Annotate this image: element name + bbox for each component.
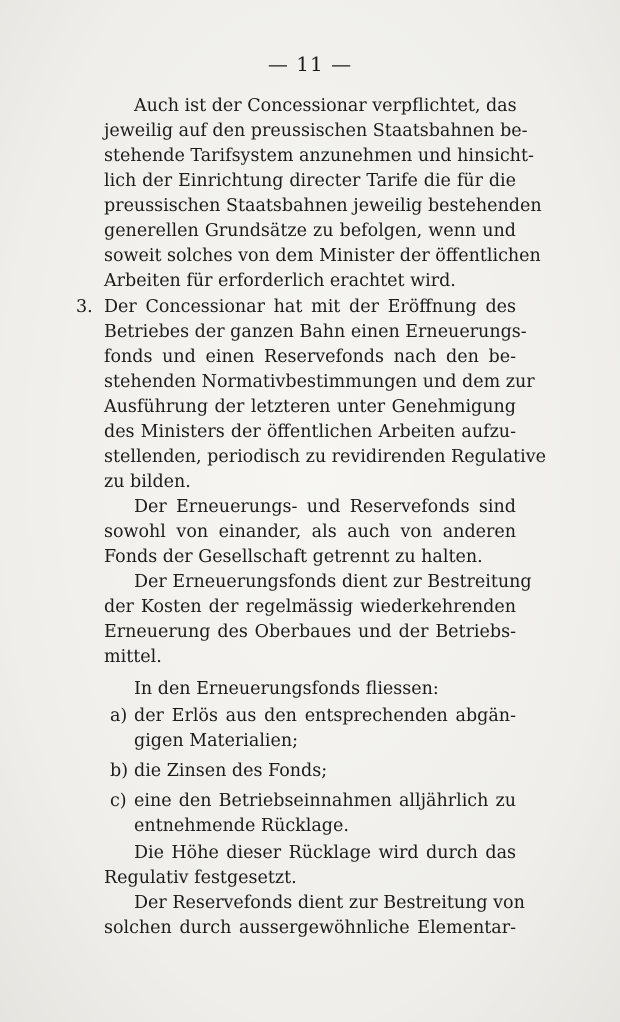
text-line: der Erlös aus den entsprechenden abgän- [134, 706, 516, 726]
text-line: stehenden Normativbestimmungen und dem zur [104, 372, 535, 392]
page-number: — 11 — [267, 52, 353, 76]
text-line: Ausführung der letzteren unter Genehmigung [104, 397, 516, 417]
text-line: Arbeiten für erforderlich erachtet wird. [104, 271, 456, 291]
text-line: preussischen Staatsbahnen jeweilig bestehenden [104, 196, 542, 216]
text-line: die Zinsen des Fonds; [134, 761, 328, 781]
text-line: fonds und einen Reservefonds nach den be- [104, 347, 516, 367]
text-line: eine den Betriebseinnahmen alljährlich zu [134, 791, 516, 811]
text-line: Der Erneuerungs- und Reservefonds sind [134, 497, 516, 517]
list-marker: b) [110, 761, 129, 781]
text-line: sowohl von einander, als auch von anderen [104, 522, 516, 542]
text-line: gigen Materialien; [134, 731, 299, 751]
text-line: generellen Grundsätze zu befolgen, wenn und [104, 221, 516, 241]
text-line: Fonds der Gesellschaft getrennt zu halten. [104, 547, 483, 567]
text-line: mittel. [104, 647, 162, 667]
text-line: Regulativ festgesetzt. [104, 868, 297, 888]
list-marker: c) [110, 791, 127, 811]
text-line: stellenden, periodisch zu revidirenden Regulative [104, 447, 546, 467]
list-marker: a) [110, 706, 128, 726]
text-line: solchen durch aussergewöhnliche Elementar- [104, 918, 516, 938]
text-line: Betriebes der ganzen Bahn einen Erneuerungs- [104, 322, 527, 342]
text-line: Der Concessionar hat mit der Eröffnung des [104, 297, 516, 317]
text-line: soweit solches von dem Minister der öffentlichen [104, 246, 541, 266]
text-line: Erneuerung des Oberbaues und der Betriebs- [104, 622, 516, 642]
text-line: In den Erneuerungsfonds fliessen: [134, 679, 439, 699]
text-line: Auch ist der Concessionar verpflichtet, das [134, 96, 517, 116]
text-line: lich der Einrichtung directer Tarife die für die [104, 171, 516, 191]
text-line: Der Reservefonds dient zur Bestreitung von [134, 893, 525, 913]
text-line: entnehmende Rücklage. [134, 816, 349, 836]
text-line: des Ministers der öffentlichen Arbeiten aufzu- [104, 422, 516, 442]
text-line: stehende Tarifsystem anzunehmen und hinsicht- [104, 146, 534, 166]
text-line: Die Höhe dieser Rücklage wird durch das [134, 843, 516, 863]
text-line: der Kosten der regelmässig wiederkehrenden [104, 597, 516, 617]
text-line: jeweilig auf den preussischen Staatsbahnen be- [104, 121, 528, 141]
section-number: 3. [76, 297, 93, 317]
text-line: zu bilden. [104, 472, 191, 492]
text-line: Der Erneuerungsfonds dient zur Bestreitung [134, 572, 532, 592]
